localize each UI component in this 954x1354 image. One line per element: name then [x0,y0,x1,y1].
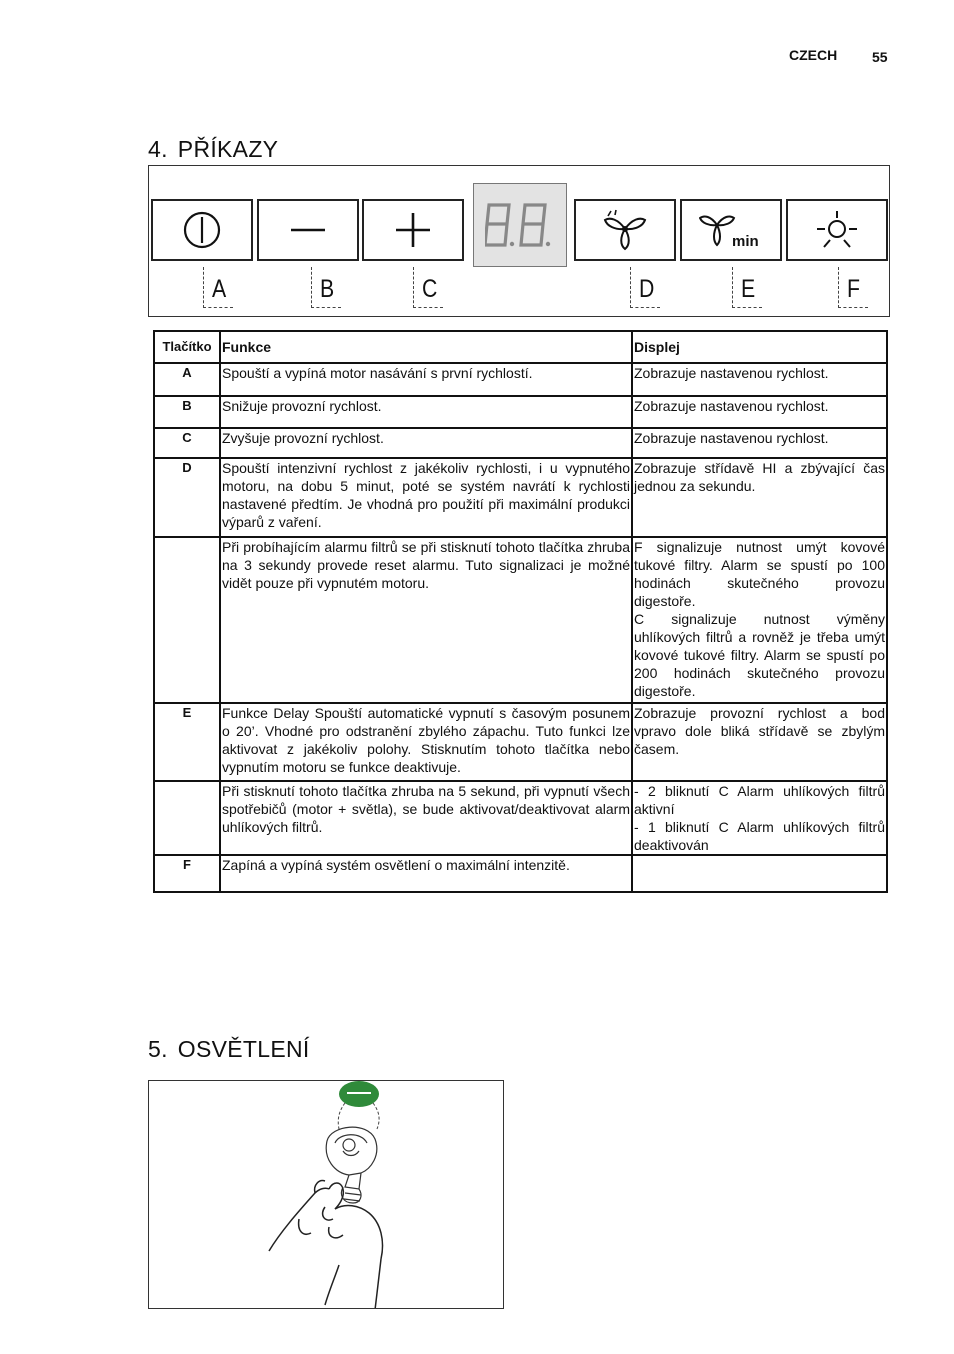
row-key: D [154,458,220,537]
section-4-title [148,136,278,163]
table-row [154,703,887,781]
panel-label-d: D [630,267,660,308]
row-key: E [154,703,220,781]
button-c-plus [362,199,464,261]
panel-label-f: F [838,267,868,308]
button-b-minus [257,199,359,261]
row-key [154,781,220,855]
table-row [154,396,887,428]
table-row [154,363,887,396]
row-function: Funkce Delay Spouští automatické vypnutí s časovým posunem o 20’. Vhodné pro odstranění zbylého zápachu. Tuto funkci lze aktivovat z jakékoliv polohy. Stisknutím tohoto tlačítka nebo vypnutím motoru se funkce deaktivuje. [220,703,632,781]
panel-label-e: E [732,267,762,308]
header-function: Funkce [220,331,632,363]
row-display: F signalizuje nutnost umýt kovové tukové filtry. Alarm se spustí po 100 hodinách skutečného provozu digestoře. C signalizuje nutnost výměny uhlíkových filtrů a rovněž je třeba umýt kovové tukové filtry. Alarm se spustí po 200 hodinách skutečného provozu digestoře. [632,537,887,703]
panel-label-a: A [203,267,233,308]
plus-icon [393,210,433,250]
button-a-power [151,199,253,261]
header-display: Displej [632,331,887,363]
section-4-heading: PŘÍKAZY [177,136,279,162]
header-button: Tlačítko [154,331,220,363]
panel-label-c: C [413,267,443,308]
page-number: 55 [872,49,888,65]
row-key [154,537,220,703]
row-function: Zapíná a vypíná systém osvětlení o maximální intenzitě. [220,855,632,892]
row-key: C [154,428,220,458]
control-panel-diagram [148,165,890,317]
button-d-boost [574,199,676,261]
row-function: Zvyšuje provozní rychlost. [220,428,632,458]
table-header-row [154,331,887,363]
section-5-number: 5. [148,1036,168,1062]
table-row [154,855,887,892]
row-display: Zobrazuje nastavenou rychlost. [632,363,887,396]
fan-min-icon [699,209,763,251]
button-f-light [786,199,888,261]
row-display [632,855,887,892]
row-key: B [154,396,220,428]
row-display: Zobrazuje nastavenou rychlost. [632,396,887,428]
row-function: Snižuje provozní rychlost. [220,396,632,428]
button-e-delay [680,199,782,261]
table-row [154,781,887,855]
row-key: A [154,363,220,396]
row-key: F [154,855,220,892]
light-icon [815,209,859,251]
minus-icon [288,210,328,250]
language-label: CZECH [789,47,838,63]
power-icon [182,210,222,250]
table-row [154,458,887,537]
panel-label-b: B [311,267,341,308]
row-function: Spouští a vypíná motor nasávání s první rychlostí. [220,363,632,396]
seven-segment-display-icon [485,203,555,247]
table-row [154,428,887,458]
commands-table [153,330,888,893]
hand-bulb-illustration [149,1081,504,1309]
section-5-heading: OSVĚTLENÍ [177,1036,310,1062]
row-display: Zobrazuje nastavenou rychlost. [632,428,887,458]
row-display: - 2 bliknutí C Alarm uhlíkových filtrů aktivní - 1 bliknutí C Alarm uhlíkových filtrů deaktivován [634,783,885,853]
section-5-title [148,1036,310,1063]
section-4-number: 4. [148,136,168,162]
row-display: Zobrazuje střídavě HI a zbývající čas jednou za sekundu. [632,458,887,537]
row-function: Spouští intenzivní rychlost z jakékoliv rychlosti, i u vypnutého motoru, na dobu 5 minut, poté se systém navrátí k rychlosti nastavené předtím. Je vhodná pro použití při maximální produkci výparů z vaření. [220,458,632,537]
fan-min-label: min [732,233,759,250]
table-row [154,537,887,703]
fan-boost-icon [602,209,648,251]
seven-segment-display [473,183,567,267]
row-function: Při stisknutí tohoto tlačítka zhruba na 5 sekund, při vypnutí všech spotřebičů (motor + světla), se bude aktivovat/deaktivovat alarm uhlíkových filtrů. [220,781,632,855]
row-display: Zobrazuje provozní rychlost a bod vpravo dole bliká střídavě se zbylým časem. [632,703,887,781]
lighting-figure [148,1080,504,1309]
row-function: Při probíhajícím alarmu filtrů se při stisknutí tohoto tlačítka zhruba na 3 sekundy provede reset alarmu. Tuto signalizaci je možné vidět pouze při vypnutém motoru. [220,537,632,703]
